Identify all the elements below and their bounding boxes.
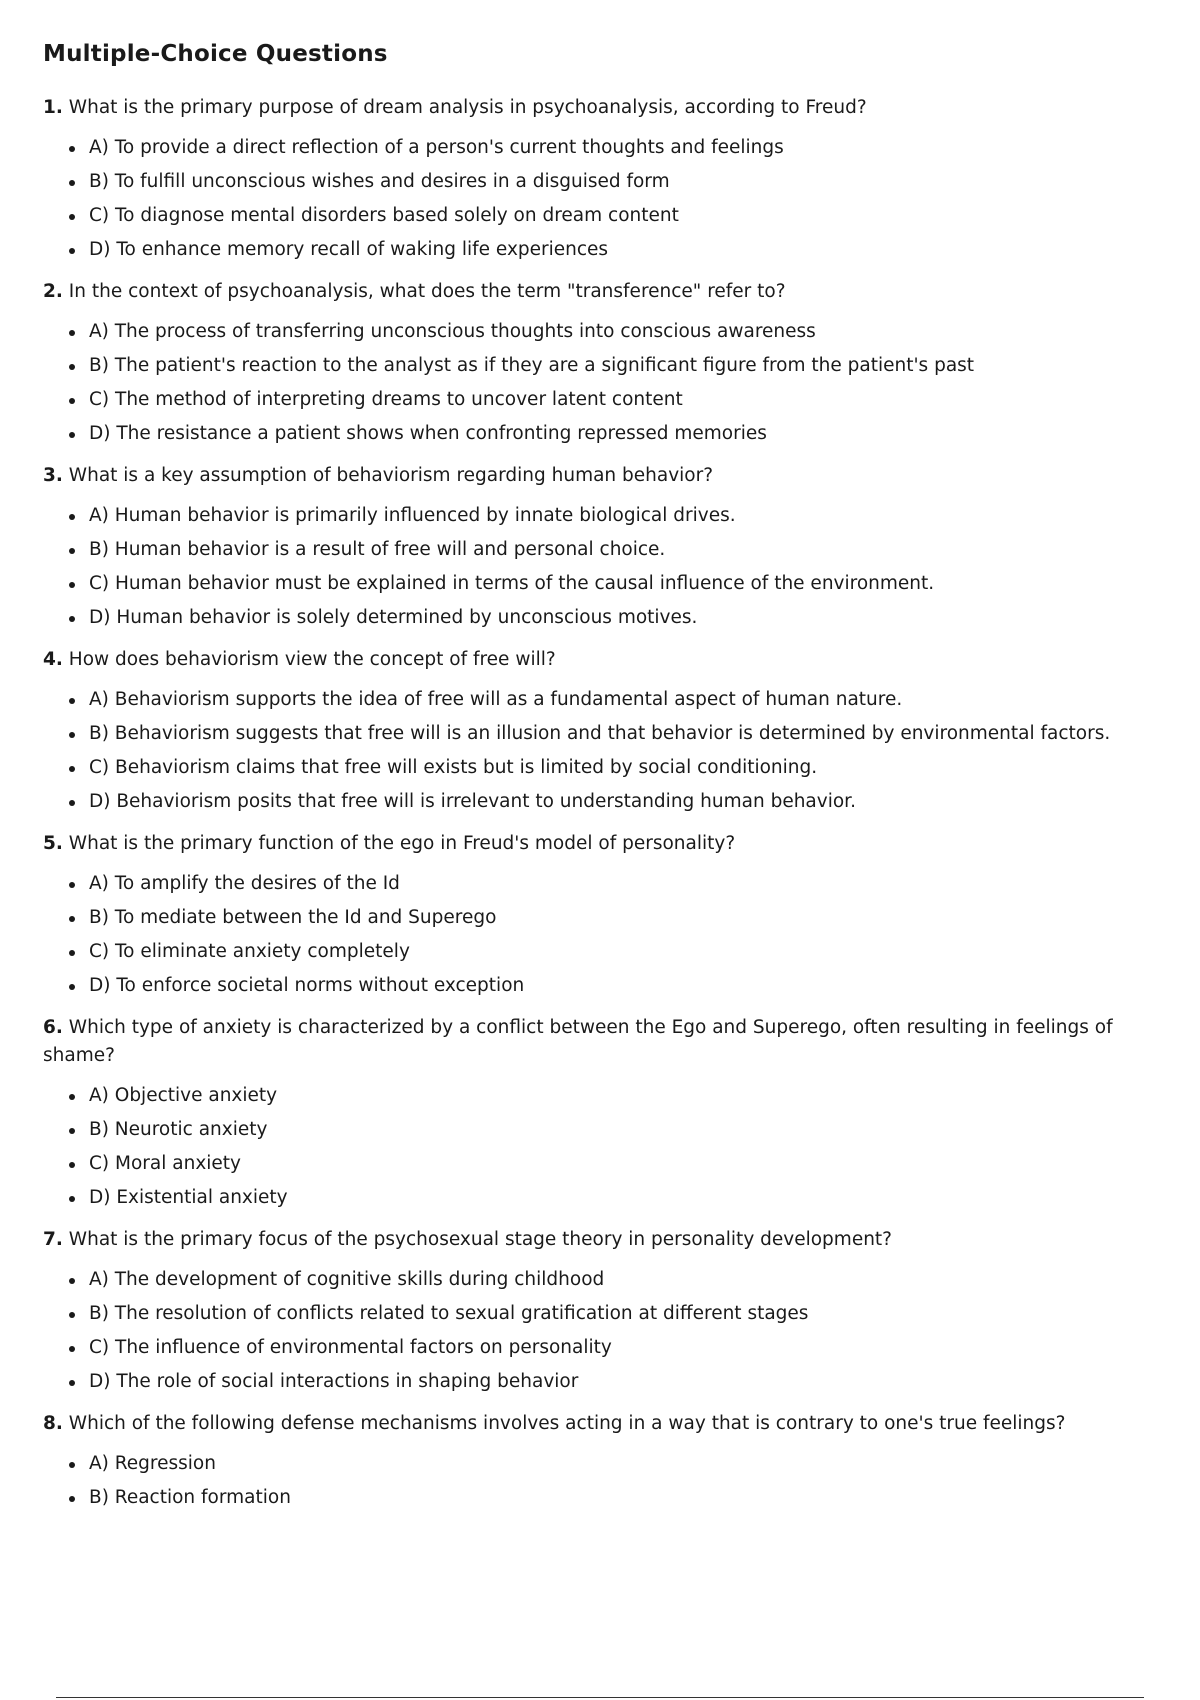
question-stem: How does behaviorism view the concept of free will? xyxy=(68,648,556,670)
answer-option: C) Moral anxiety xyxy=(89,1150,1143,1178)
question-number: 4. xyxy=(43,648,63,670)
question-stem: What is the primary focus of the psychosexual stage theory in personality development? xyxy=(68,1228,893,1250)
question-number: 7. xyxy=(43,1228,63,1250)
question-block xyxy=(43,94,1143,264)
answer-option: A) The development of cognitive skills during childhood xyxy=(89,1266,1143,1294)
question-stem: Which type of anxiety is characterized by a conflict between the Ego and Superego, often resulting in feelings of shame? xyxy=(43,1016,1113,1066)
question-block xyxy=(43,1410,1143,1512)
answer-option: B) To mediate between the Id and Superego xyxy=(89,904,1143,932)
answer-option: C) Human behavior must be explained in terms of the causal influence of the environment. xyxy=(89,570,1143,598)
question-block xyxy=(43,646,1143,816)
question-stem: What is a key assumption of behaviorism regarding human behavior? xyxy=(68,464,714,486)
option-list xyxy=(43,1266,1143,1396)
question-text xyxy=(43,1410,1143,1438)
question-block xyxy=(43,278,1143,448)
question-block xyxy=(43,1226,1143,1396)
question-stem: What is the primary function of the ego in Freud's model of personality? xyxy=(68,832,736,854)
answer-option: A) Regression xyxy=(89,1450,1143,1478)
question-stem: In the context of psychoanalysis, what does the term "transference" refer to? xyxy=(68,280,786,302)
answer-option: A) The process of transferring unconscious thoughts into conscious awareness xyxy=(89,318,1143,346)
answer-option: C) The influence of environmental factors on personality xyxy=(89,1334,1143,1362)
answer-option: C) Behaviorism claims that free will exists but is limited by social conditioning. xyxy=(89,754,1143,782)
question-list xyxy=(43,94,1143,1512)
answer-option: D) The role of social interactions in shaping behavior xyxy=(89,1368,1143,1396)
answer-option: B) To fulfill unconscious wishes and desires in a disguised form xyxy=(89,168,1143,196)
question-text xyxy=(43,462,1143,490)
question-text xyxy=(43,646,1143,674)
question-number: 6. xyxy=(43,1016,63,1038)
question-text xyxy=(43,1226,1143,1254)
answer-option: B) Behaviorism suggests that free will is an illusion and that behavior is determined by environmental factors. xyxy=(89,720,1143,748)
answer-option: C) To diagnose mental disorders based solely on dream content xyxy=(89,202,1143,230)
answer-option: A) To provide a direct reflection of a person's current thoughts and feelings xyxy=(89,134,1143,162)
question-stem: Which of the following defense mechanisms involves acting in a way that is contrary to one's true feelings? xyxy=(68,1412,1066,1434)
question-number: 3. xyxy=(43,464,63,486)
option-list xyxy=(43,502,1143,632)
answer-option: C) The method of interpreting dreams to uncover latent content xyxy=(89,386,1143,414)
question-number: 8. xyxy=(43,1412,63,1434)
answer-option: A) To amplify the desires of the Id xyxy=(89,870,1143,898)
document-page xyxy=(43,40,1143,1526)
answer-option: D) To enhance memory recall of waking life experiences xyxy=(89,236,1143,264)
question-text xyxy=(43,94,1143,122)
bottom-divider xyxy=(56,1697,1144,1698)
page-title: Multiple-Choice Questions xyxy=(43,41,388,67)
question-number: 1. xyxy=(43,96,63,118)
question-number: 5. xyxy=(43,832,63,854)
answer-option: D) Human behavior is solely determined by unconscious motives. xyxy=(89,604,1143,632)
question-stem: What is the primary purpose of dream analysis in psychoanalysis, according to Freud? xyxy=(68,96,867,118)
answer-option: B) Reaction formation xyxy=(89,1484,1143,1512)
option-list xyxy=(43,870,1143,1000)
question-block xyxy=(43,1014,1143,1212)
option-list xyxy=(43,1450,1143,1512)
question-block xyxy=(43,462,1143,632)
answer-option: A) Behaviorism supports the idea of free will as a fundamental aspect of human nature. xyxy=(89,686,1143,714)
answer-option: B) Neurotic anxiety xyxy=(89,1116,1143,1144)
option-list xyxy=(43,686,1143,816)
question-block xyxy=(43,830,1143,1000)
answer-option: B) The patient's reaction to the analyst as if they are a significant figure from the patient's past xyxy=(89,352,1143,380)
answer-option: B) Human behavior is a result of free will and personal choice. xyxy=(89,536,1143,564)
answer-option: D) The resistance a patient shows when confronting repressed memories xyxy=(89,420,1143,448)
answer-option: A) Objective anxiety xyxy=(89,1082,1143,1110)
answer-option: D) Behaviorism posits that free will is irrelevant to understanding human behavior. xyxy=(89,788,1143,816)
answer-option: D) Existential anxiety xyxy=(89,1184,1143,1212)
question-text xyxy=(43,1014,1143,1070)
answer-option: D) To enforce societal norms without exception xyxy=(89,972,1143,1000)
answer-option: C) To eliminate anxiety completely xyxy=(89,938,1143,966)
option-list xyxy=(43,318,1143,448)
answer-option: B) The resolution of conflicts related to sexual gratification at different stages xyxy=(89,1300,1143,1328)
option-list xyxy=(43,1082,1143,1212)
answer-option: A) Human behavior is primarily influenced by innate biological drives. xyxy=(89,502,1143,530)
option-list xyxy=(43,134,1143,264)
question-text xyxy=(43,278,1143,306)
question-text xyxy=(43,830,1143,858)
question-number: 2. xyxy=(43,280,63,302)
